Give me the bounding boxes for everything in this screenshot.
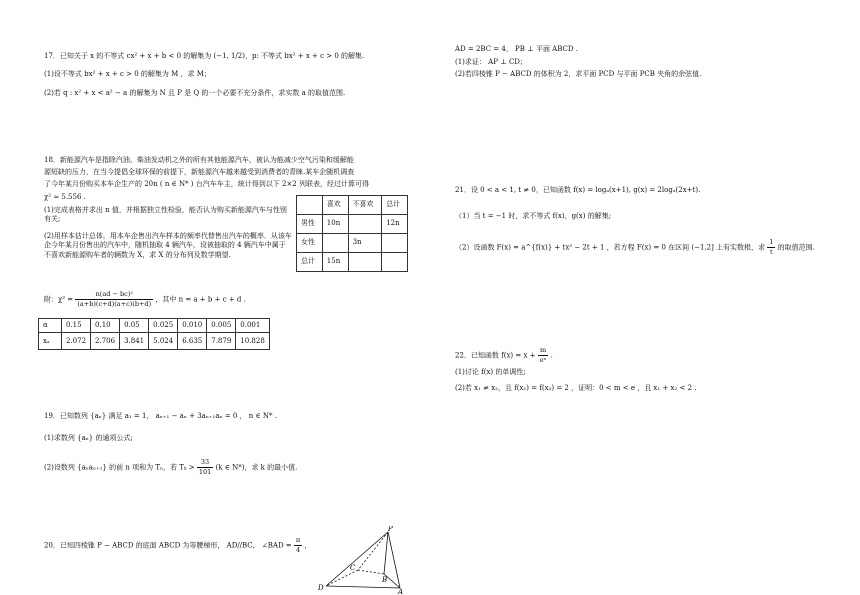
q19-part2-pre: (2)设数列 {aₙaₙ₊₁} 的前 n 项和为 Tₙ，若 Tₖ > bbox=[44, 463, 195, 472]
vertex-label-c: C bbox=[350, 564, 356, 572]
table-cell: 10n bbox=[322, 215, 348, 234]
formula-prefix: 附：χ² = bbox=[44, 295, 74, 304]
table-cell: 0.10 bbox=[91, 319, 120, 333]
table-cell: 不喜欢 bbox=[348, 196, 382, 215]
table-cell bbox=[348, 215, 382, 234]
q19-part2 bbox=[44, 458, 297, 477]
q18-line1: 18．新能源汽车是指除汽油、柴油发动机之外的所有其他能源汽车，被认为能减少空气污染和缓解能 bbox=[44, 156, 354, 164]
table-cell: 0.010 bbox=[178, 319, 207, 333]
edge-pc bbox=[358, 532, 388, 570]
table-cell: 0.001 bbox=[236, 319, 270, 333]
table-row bbox=[39, 333, 270, 350]
q22-fraction bbox=[538, 346, 549, 365]
pyramid-figure bbox=[312, 526, 417, 594]
q18-part2: (2)用样本估计总体，用本车企售出汽车样本的频率代替售出汽车的概率．从该车企今年某月份售出的汽车中，随机抽取 4 辆汽车，设被抽取的 4 辆汽车中属于不喜欢新能源购车者的辆数为 X，求 X 的分布列及数学期望. bbox=[44, 232, 292, 259]
q21-fraction bbox=[767, 238, 775, 257]
q21-part1: （1）当 t = −1 时，求不等式 f(x)，g(x) 的解集; bbox=[455, 212, 612, 220]
q18-formula bbox=[44, 290, 246, 309]
q17-part2: (2)若 q : x² + x < a² − a 的解集为 N 且 P 是 Q 的一个必要不充分条件，求实数 a 的取值范围. bbox=[44, 89, 346, 97]
vertex-label-b: B bbox=[382, 576, 388, 584]
table-cell: 2.072 bbox=[62, 333, 91, 350]
q17-stem: 17．已知关于 x 的不等式 cx² + x + b < 0 的解集为 (−1, 1/2)，p: 不等式 bx² + x + c > 0 的解集. bbox=[44, 52, 365, 60]
table-cell: 6.635 bbox=[178, 333, 207, 350]
table-cell: 0.15 bbox=[62, 319, 91, 333]
critical-value-table bbox=[38, 318, 270, 350]
table-cell: 3n bbox=[348, 234, 382, 253]
q19-stem: 19．已知数列 {aₙ} 满足 a₁ = 1， aₙ₊₁ − aₙ + 3aₙ₊₁aₙ = 0 ， n ∈ N* . bbox=[44, 412, 277, 420]
table-cell: 0.05 bbox=[120, 319, 149, 333]
table-row bbox=[297, 234, 408, 253]
table-cell bbox=[382, 253, 408, 272]
q20-stem bbox=[44, 536, 311, 555]
table-cell: 2.706 bbox=[91, 333, 120, 350]
table-cell: 女性 bbox=[297, 234, 323, 253]
q20-part2: (2)若四棱锥 P − ABCD 的体积为 2，求平面 PCD 与平面 PCB 夹角的余弦值. bbox=[455, 70, 702, 78]
fraction-numerator: n(ad − bc)² bbox=[75, 290, 153, 300]
table-cell: 0.025 bbox=[149, 319, 178, 333]
fraction-numerator: m bbox=[538, 346, 549, 356]
q22-stem-pre: 22．已知函数 f(x) = x + bbox=[455, 351, 536, 360]
table-cell: 15n bbox=[322, 253, 348, 272]
table-cell: 男性 bbox=[297, 215, 323, 234]
q22-part1: (1)讨论 f(x) 的单调性; bbox=[455, 368, 526, 376]
q21-part2-post: 的取值范围. bbox=[777, 243, 815, 252]
q18-part1: (1)完成表格并求出 n 值，并根据独立性检验，能否认为购买新能源汽车与性别有关; bbox=[44, 206, 287, 224]
table-cell: xₐ bbox=[39, 333, 62, 350]
formula-suffix: ，其中 n = a + b + c + d . bbox=[155, 295, 246, 304]
table-cell bbox=[382, 234, 408, 253]
table-row bbox=[297, 253, 408, 272]
angle-fraction bbox=[294, 536, 302, 555]
table-cell: 喜欢 bbox=[322, 196, 348, 215]
table-cell: 0.005 bbox=[207, 319, 236, 333]
q19-part2-post: (k ∈ N*)，求 k 的最小值. bbox=[215, 463, 298, 472]
q17-part1: (1)设不等式 bx² + x + c > 0 的解集为 M ，求 M； bbox=[44, 70, 211, 78]
table-cell: 10.828 bbox=[236, 333, 270, 350]
q19-part1: (1)求数列 {aₙ} 的通项公式; bbox=[44, 434, 133, 442]
vertex-label-a: A bbox=[398, 588, 404, 594]
fraction-numerator: 33 bbox=[197, 458, 213, 468]
table-cell: 7.879 bbox=[207, 333, 236, 350]
table-cell bbox=[322, 234, 348, 253]
q20-part1: (1)求证： AP ⊥ CD； bbox=[455, 58, 527, 66]
q20-stem-end: ， bbox=[304, 541, 312, 550]
table-cell: 5.024 bbox=[149, 333, 178, 350]
edge-cb bbox=[358, 570, 384, 574]
edge-pb bbox=[384, 532, 388, 574]
q22-stem-post: . bbox=[550, 351, 553, 360]
q22-stem bbox=[455, 346, 553, 365]
q18-line4: χ² ≈ 5.556 . bbox=[44, 193, 86, 201]
table-row bbox=[39, 319, 270, 333]
table-cell: α bbox=[39, 319, 62, 333]
fraction-numerator: 1 bbox=[769, 238, 774, 246]
table-cell: 3.841 bbox=[120, 333, 149, 350]
table-cell bbox=[348, 253, 382, 272]
contingency-table bbox=[296, 195, 408, 272]
table-row bbox=[297, 215, 408, 234]
q20-stem-text: 20．已知四棱锥 P − ABCD 的底面 ABCD 为等腰梯形， AD//BC， ∠BAD = bbox=[44, 541, 292, 550]
fraction-denominator: eˣ bbox=[539, 355, 547, 364]
q22-part2: (2)若 x₁ ≠ x₂，且 f(x₁) = f(x₂) = 2 ，证明：0 < m < e ，且 x₁ + x₂ < 2 . bbox=[455, 384, 697, 392]
fraction-denominator: 101 bbox=[198, 467, 212, 476]
edge-pd bbox=[326, 532, 388, 586]
q21-stem: 21．设 0 < a < 1, t ≠ 0，已知函数 f(x) = logₐ(x+1), g(x) = 2logₐ(2x+t). bbox=[455, 186, 701, 194]
table-cell: 总计 bbox=[382, 196, 408, 215]
q21-part2 bbox=[455, 238, 815, 257]
table-cell: 12n bbox=[382, 215, 408, 234]
edge-da bbox=[326, 586, 400, 588]
table-cell: 总计 bbox=[297, 253, 323, 272]
fraction-numerator: π bbox=[295, 536, 301, 544]
q18-line3: 了今年某月份购买本车企生产的 20n ( n ∈ N* ) 台汽车车主，统计得到以下 2×2 列联表，经过计算可得 bbox=[44, 180, 369, 188]
q18-line2: 源短缺的压力，在当今提倡全球环保的前提下，新能源汽车越来越受到消费者的青睐.某车企随机调查 bbox=[44, 168, 355, 176]
q19-fraction bbox=[197, 458, 213, 477]
table-cell bbox=[297, 196, 323, 215]
fraction-denominator: (a+b)(c+d)(a+c)(b+d) bbox=[77, 299, 152, 308]
fraction-denominator: t bbox=[770, 247, 773, 256]
q20-cont: AD = 2BC = 4， PB ⊥ 平面 ABCD . bbox=[455, 45, 578, 53]
vertex-label-p: P bbox=[388, 526, 393, 533]
q21-part2-pre: （2）设函数 F(x) = a^{f(x)} + tx² − 2t + 1 ，若方程 F(x) = 0 在区间 (−1,2] 上有实数根，求 bbox=[455, 243, 766, 252]
vertex-label-d: D bbox=[318, 584, 324, 592]
table-row bbox=[297, 196, 408, 215]
fraction-denominator: 4 bbox=[295, 545, 301, 554]
chi-square-fraction bbox=[75, 290, 153, 309]
